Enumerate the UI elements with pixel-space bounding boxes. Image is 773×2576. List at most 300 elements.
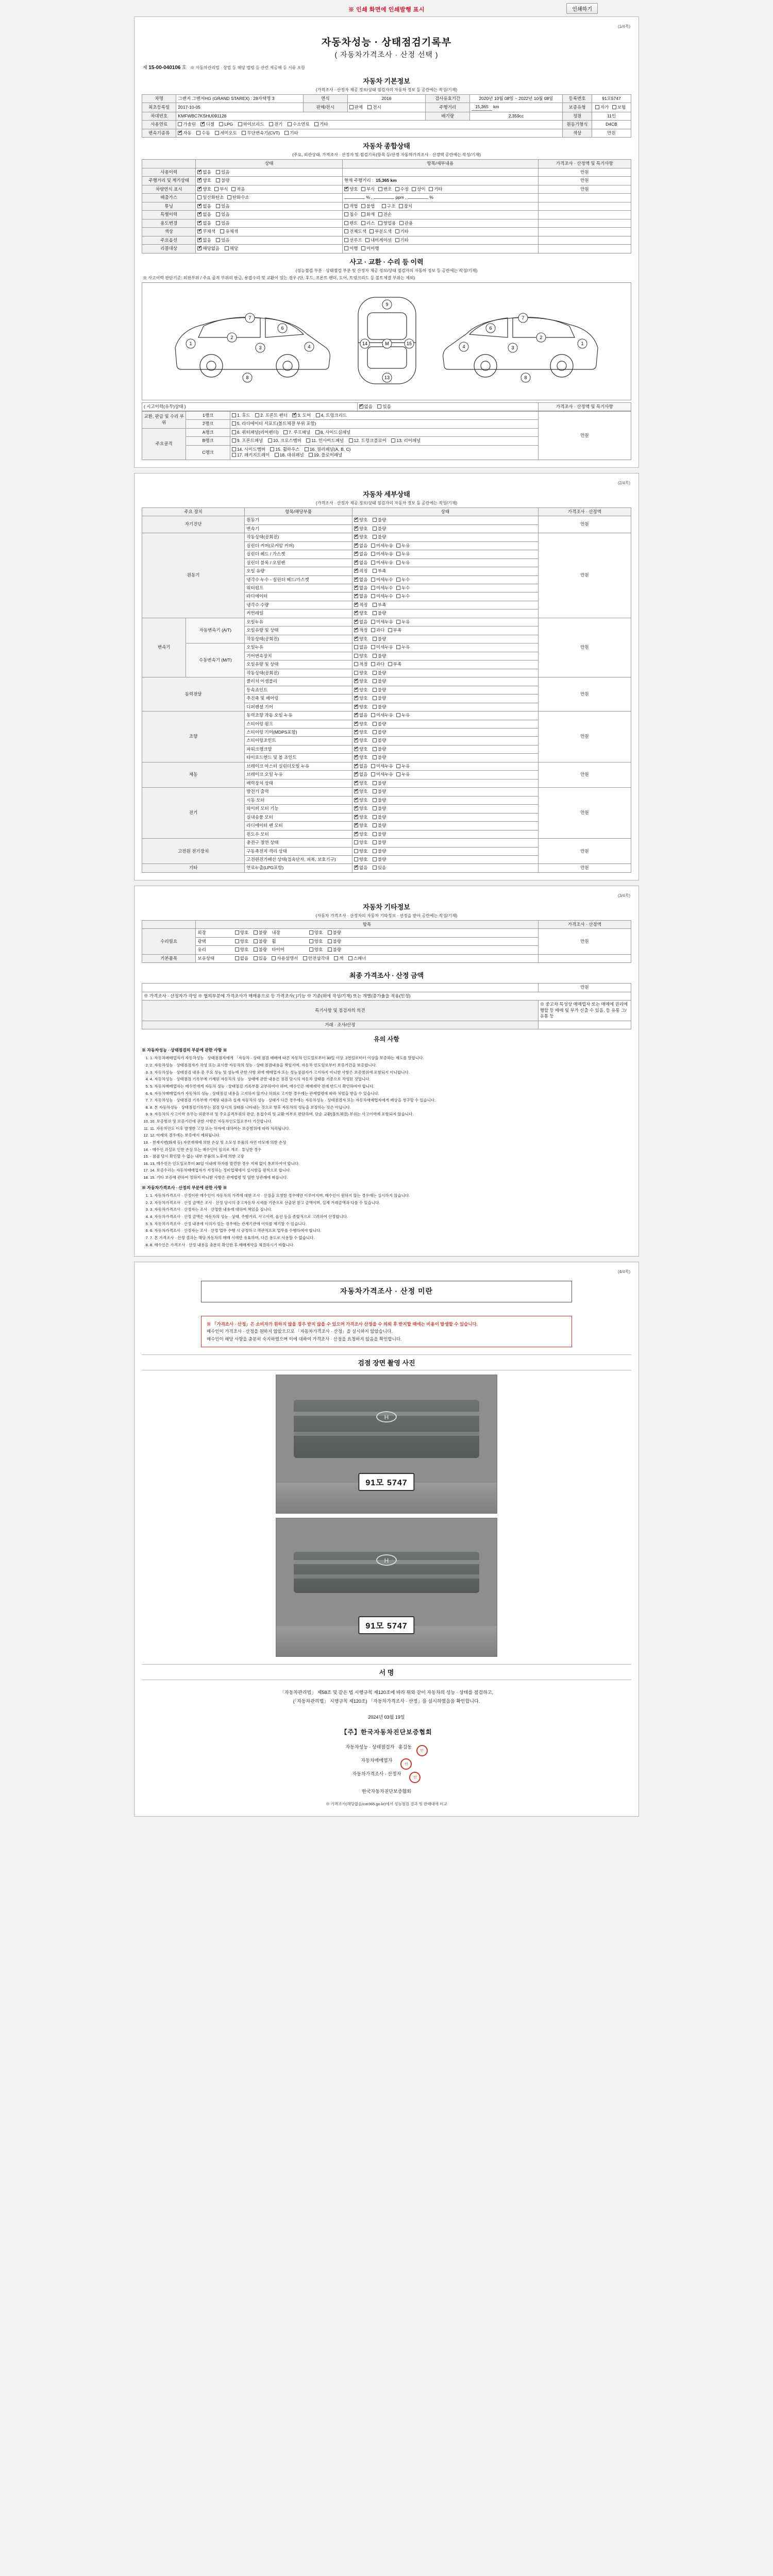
- checkbox-icon[interactable]: [354, 806, 358, 810]
- opt-e7-1[interactable]: 미세누수: [371, 594, 393, 599]
- opt-rec-0[interactable]: ✔ 해당없음: [197, 246, 220, 251]
- checkbox-icon[interactable]: [354, 789, 358, 793]
- opt-e8-1[interactable]: 부족: [373, 602, 386, 608]
- opt-dl3-0[interactable]: ✔ 양호: [354, 704, 367, 710]
- opt-el4-1[interactable]: 불량: [373, 823, 386, 828]
- opt-st0-0[interactable]: ✔ 없음: [354, 713, 367, 718]
- checkbox-icon[interactable]: [235, 930, 239, 935]
- opt-pa-1[interactable]: 7. 루프패널: [283, 430, 310, 435]
- opt-mil-1[interactable]: 불량: [216, 178, 229, 183]
- opt-gl-1[interactable]: 불량: [254, 947, 267, 953]
- checkbox-icon[interactable]: [354, 755, 358, 759]
- checkbox-icon[interactable]: [361, 246, 365, 250]
- checkbox-icon[interactable]: [371, 764, 375, 768]
- opt-e3-1[interactable]: 미세누유: [371, 560, 393, 566]
- opt-trans-2[interactable]: 세미오토: [215, 130, 237, 136]
- etc-basic-row[interactable]: 보유상태 없음 있음 사용설명서 안전삼각대 잭 스패너: [196, 954, 538, 962]
- opt-dl0-1[interactable]: 불량: [373, 679, 386, 684]
- checkbox-icon[interactable]: [305, 447, 309, 451]
- row-state-special[interactable]: [196, 211, 343, 219]
- opt-uc2-1[interactable]: 리스: [361, 221, 375, 226]
- opt-tun3-0[interactable]: 구조: [382, 204, 395, 209]
- opt-trans-3[interactable]: 무단변속기(CVT): [242, 130, 280, 136]
- checkbox-icon[interactable]: [396, 764, 400, 768]
- opt-vin-1[interactable]: 부식: [214, 187, 228, 192]
- checkbox-icon[interactable]: [354, 722, 358, 726]
- opt-st4-1[interactable]: 불량: [373, 747, 386, 752]
- rank-c-items[interactable]: [230, 445, 538, 460]
- checkbox-icon[interactable]: [396, 561, 400, 565]
- opt-warranty-1[interactable]: 자가: [595, 105, 609, 110]
- checkbox-icon[interactable]: [354, 738, 358, 742]
- opt-acc-0[interactable]: ✔ 없음: [359, 404, 373, 410]
- opt-po-1[interactable]: 불량: [254, 939, 267, 944]
- checkbox-icon[interactable]: [354, 569, 358, 573]
- checkbox-icon[interactable]: [354, 654, 358, 658]
- checkbox-icon[interactable]: [254, 947, 258, 952]
- opt-pb-2[interactable]: 11. 인사이드패널: [306, 438, 344, 444]
- checkbox-icon[interactable]: [395, 238, 399, 242]
- checkbox-icon[interactable]: [288, 122, 292, 126]
- row-detail-color[interactable]: [343, 228, 539, 236]
- opt-spe2-2[interactable]: 전손: [378, 212, 392, 217]
- checkbox-icon[interactable]: [232, 413, 236, 417]
- checkbox-icon[interactable]: [232, 421, 236, 426]
- checkbox-icon[interactable]: [361, 212, 365, 216]
- checkbox-icon[interactable]: [220, 229, 224, 233]
- opt-e3-2[interactable]: 누유: [396, 560, 410, 566]
- opt-e8-0[interactable]: ✔ 적정: [354, 602, 367, 608]
- state-engine-diag[interactable]: [352, 516, 539, 524]
- opt-pb-3[interactable]: 12. 트렁크플로어: [349, 438, 386, 444]
- opt-sd0-0[interactable]: ✔ 양호: [354, 517, 367, 523]
- opt-e5-0[interactable]: ✔ 없음: [354, 577, 367, 583]
- opt-el3-0[interactable]: ✔ 양호: [354, 815, 367, 820]
- opt-ex-1[interactable]: 불량: [254, 930, 267, 936]
- opt-e2-2[interactable]: 누유: [396, 551, 410, 557]
- opt-p1-3[interactable]: 4. 트렁크리드: [316, 413, 347, 418]
- state-mt-0[interactable]: [352, 643, 539, 652]
- checkbox-icon[interactable]: [275, 453, 279, 457]
- opt-el1-1[interactable]: 불량: [373, 798, 386, 803]
- state-eng-9[interactable]: [352, 609, 539, 618]
- opt-e6-0[interactable]: ✔ 없음: [354, 585, 367, 591]
- checkbox-icon[interactable]: [396, 772, 400, 776]
- opt-bs-0[interactable]: 없음: [235, 956, 248, 961]
- print-button[interactable]: 인쇄하기: [566, 3, 598, 14]
- opt-warranty-2[interactable]: 보험: [612, 105, 626, 110]
- checkbox-icon[interactable]: [612, 105, 616, 109]
- opt-br2-1[interactable]: 불량: [373, 781, 386, 786]
- opt-st2-1[interactable]: 불량: [373, 730, 386, 735]
- opt-br1-1[interactable]: 미세누유: [371, 772, 393, 777]
- rank-1-items[interactable]: [230, 411, 538, 419]
- checkbox-icon[interactable]: [373, 798, 377, 802]
- opt-fuel-2[interactable]: LPG: [219, 122, 233, 127]
- checkbox-icon[interactable]: [373, 730, 377, 734]
- opt-br0-2[interactable]: 누유: [396, 764, 410, 769]
- opt-opt-1[interactable]: 있음: [216, 238, 229, 243]
- checkbox-icon[interactable]: [354, 823, 358, 827]
- opt-br0-0[interactable]: ✔ 없음: [354, 764, 367, 769]
- checkbox-icon[interactable]: [378, 212, 382, 216]
- opt-vin2-2[interactable]: 변조: [378, 187, 392, 192]
- checkbox-icon[interactable]: [373, 738, 377, 742]
- checkbox-icon[interactable]: [399, 221, 404, 225]
- checkbox-icon[interactable]: [371, 594, 375, 598]
- checkbox-icon[interactable]: [371, 552, 375, 556]
- opt-sd1-1[interactable]: 불량: [373, 526, 386, 532]
- opt-vin2-4[interactable]: 상이: [412, 187, 425, 192]
- checkbox-icon[interactable]: [396, 552, 400, 556]
- checkbox-icon[interactable]: [309, 930, 313, 935]
- opt-opt-0[interactable]: ✔ 없음: [197, 238, 211, 243]
- checkbox-icon[interactable]: [272, 956, 276, 960]
- state-dl-3[interactable]: [352, 703, 539, 711]
- checkbox-icon[interactable]: [232, 453, 236, 457]
- opt-pc-1[interactable]: 15. 휠하우스: [270, 447, 299, 452]
- opt-el5-1[interactable]: 불량: [373, 832, 386, 837]
- opt-st3-1[interactable]: 불량: [373, 738, 386, 743]
- checkbox-icon[interactable]: [371, 772, 375, 776]
- opt-bs-5[interactable]: 스패너: [348, 956, 366, 961]
- opt-el4-0[interactable]: ✔ 양호: [354, 823, 367, 828]
- state-st-5[interactable]: [352, 754, 539, 762]
- opt-ti-1[interactable]: 불량: [328, 947, 341, 953]
- checkbox-icon[interactable]: [396, 645, 400, 649]
- state-trans-diag[interactable]: [352, 524, 539, 533]
- opt-e2-1[interactable]: 미세누유: [371, 551, 393, 557]
- opt-pc-3[interactable]: 17. 패키지트레이: [232, 452, 270, 458]
- opt-pb-0[interactable]: 9. 프론트패널: [232, 438, 263, 444]
- state-at-0[interactable]: [352, 618, 539, 626]
- checkbox-icon[interactable]: [371, 620, 375, 624]
- opt-etc0-1[interactable]: 있음: [373, 865, 386, 871]
- checkbox-icon[interactable]: [354, 849, 358, 853]
- checkbox-icon[interactable]: [396, 544, 400, 548]
- checkbox-icon[interactable]: [254, 956, 258, 960]
- state-br-2[interactable]: [352, 779, 539, 787]
- checkbox-icon[interactable]: [361, 187, 365, 191]
- checkbox-icon[interactable]: [373, 705, 377, 709]
- checkbox-icon[interactable]: [373, 696, 377, 700]
- checkbox-icon[interactable]: [344, 238, 348, 242]
- checkbox-icon[interactable]: [314, 122, 318, 126]
- opt-dl2-1[interactable]: 불량: [373, 696, 386, 701]
- checkbox-icon[interactable]: [373, 688, 377, 692]
- checkbox-icon[interactable]: [344, 212, 348, 216]
- opt-emi-1[interactable]: 탄화수소: [227, 195, 249, 200]
- opt-po-0[interactable]: 양호: [235, 939, 248, 944]
- opt-pb-1[interactable]: 10. 크로스멤버: [268, 438, 301, 444]
- checkbox-icon[interactable]: [396, 713, 400, 717]
- checkbox-icon[interactable]: [378, 187, 382, 191]
- opt-mt2-1[interactable]: 과다: [371, 662, 384, 667]
- checkbox-icon[interactable]: [328, 939, 332, 943]
- checkbox-icon[interactable]: [197, 178, 201, 182]
- row-detail-special[interactable]: [343, 211, 539, 219]
- checkbox-icon[interactable]: [255, 413, 259, 417]
- checkbox-icon[interactable]: [354, 561, 358, 565]
- transmission-options[interactable]: [176, 129, 563, 137]
- opt-el1-0[interactable]: ✔ 양호: [354, 798, 367, 803]
- opt-p1-0[interactable]: 1. 후드: [232, 413, 250, 418]
- checkbox-icon[interactable]: [344, 204, 348, 208]
- opt-bs-1[interactable]: 있음: [254, 956, 267, 961]
- checkbox-icon[interactable]: [365, 238, 369, 242]
- opt-e0-1[interactable]: 불량: [373, 534, 386, 540]
- opt-el2-1[interactable]: 불량: [373, 806, 386, 811]
- checkbox-icon[interactable]: [344, 221, 348, 225]
- opt-mt3-1[interactable]: 불량: [373, 670, 386, 676]
- checkbox-icon[interactable]: [382, 204, 386, 208]
- opt-vin-0[interactable]: ✔ 양호: [197, 187, 211, 192]
- checkbox-icon[interactable]: [354, 671, 358, 675]
- opt-sd1-0[interactable]: ✔ 양호: [354, 526, 367, 532]
- row-detail-usechange[interactable]: [343, 219, 539, 227]
- opt-e1-1[interactable]: 미세누유: [371, 543, 393, 549]
- state-mt-2[interactable]: [352, 660, 539, 669]
- checkbox-icon[interactable]: [373, 849, 377, 853]
- checkbox-icon[interactable]: [309, 939, 313, 943]
- checkbox-icon[interactable]: [371, 561, 375, 565]
- checkbox-icon[interactable]: [396, 586, 400, 590]
- state-br-1[interactable]: [352, 771, 539, 779]
- checkbox-icon[interactable]: [354, 527, 358, 531]
- opt-bs-4[interactable]: 잭: [334, 956, 343, 961]
- opt-tun-0[interactable]: ✔ 없음: [197, 204, 211, 209]
- state-mt-1[interactable]: [352, 652, 539, 660]
- checkbox-icon[interactable]: [395, 187, 399, 191]
- checkbox-icon[interactable]: [178, 122, 182, 126]
- opt-opt2-0[interactable]: 선루프: [344, 238, 362, 243]
- checkbox-icon[interactable]: [268, 438, 272, 443]
- checkbox-icon[interactable]: [373, 755, 377, 759]
- opt-col2-1[interactable]: 부분도색: [369, 229, 392, 234]
- opt-e4-0[interactable]: ✔ 적정: [354, 568, 367, 574]
- opt-wh-0[interactable]: 양호: [309, 939, 323, 944]
- opt-tun2-0[interactable]: 적법: [344, 204, 358, 209]
- opt-fuel-4[interactable]: 전기: [269, 122, 282, 127]
- opt-pa-2[interactable]: 8. 사이드실패널: [315, 430, 351, 435]
- opt-acc-1[interactable]: 있음: [377, 404, 391, 410]
- opt-dl1-0[interactable]: ✔ 양호: [354, 687, 367, 693]
- opt-mt1-0[interactable]: 양호: [354, 653, 367, 659]
- row-state-vinmark[interactable]: [196, 185, 343, 193]
- opt-trans-1[interactable]: 수동: [196, 130, 210, 136]
- checkbox-icon[interactable]: [373, 671, 377, 675]
- checkbox-icon[interactable]: [232, 447, 236, 451]
- checkbox-icon[interactable]: [344, 187, 348, 191]
- row-state-emission[interactable]: [196, 194, 343, 202]
- opt-col-0[interactable]: ✔ 무채색: [197, 229, 215, 234]
- opt-spe2-1[interactable]: 화재: [361, 212, 375, 217]
- opt-p1-1[interactable]: 2. 프론트 펜더: [255, 413, 288, 418]
- checkbox-icon[interactable]: [349, 438, 353, 443]
- checkbox-icon[interactable]: [232, 430, 236, 434]
- checkbox-icon[interactable]: [354, 832, 358, 836]
- state-mt-3[interactable]: [352, 669, 539, 677]
- checkbox-icon[interactable]: [354, 840, 358, 844]
- checkbox-icon[interactable]: [270, 447, 274, 451]
- checkbox-icon[interactable]: [214, 187, 219, 191]
- checkbox-icon[interactable]: [231, 187, 236, 191]
- checkbox-icon[interactable]: [373, 518, 377, 522]
- opt-rec-1[interactable]: 해당: [225, 246, 238, 251]
- opt-sd0-1[interactable]: 불량: [373, 517, 386, 523]
- state-eng-6[interactable]: [352, 584, 539, 592]
- checkbox-icon[interactable]: [216, 204, 220, 208]
- checkbox-icon[interactable]: [373, 611, 377, 615]
- row-detail-option[interactable]: [343, 236, 539, 244]
- opt-hv2-1[interactable]: 불량: [373, 857, 386, 862]
- checkbox-icon[interactable]: [354, 586, 358, 590]
- state-st-0[interactable]: [352, 711, 539, 720]
- checkbox-icon[interactable]: [373, 603, 377, 607]
- opt-pa-0[interactable]: 6. 쿼터패널(리어펜더): [232, 430, 279, 435]
- opt-br2-0[interactable]: ✔ 양호: [354, 781, 367, 786]
- checkbox-icon[interactable]: [429, 187, 433, 191]
- opt-bs-2[interactable]: 사용설명서: [272, 956, 298, 961]
- opt-e4-1[interactable]: 부족: [373, 568, 386, 574]
- checkbox-icon[interactable]: [373, 747, 377, 751]
- opt-at0-0[interactable]: ✔ 없음: [354, 619, 367, 625]
- checkbox-icon[interactable]: [284, 131, 289, 135]
- checkbox-icon[interactable]: [309, 947, 313, 952]
- checkbox-icon[interactable]: [200, 122, 205, 126]
- opt-col2-0[interactable]: 전체도색: [344, 229, 366, 234]
- state-eng-3[interactable]: [352, 558, 539, 567]
- opt-tun2-1[interactable]: 불법: [361, 204, 375, 209]
- state-el-1[interactable]: [352, 796, 539, 804]
- checkbox-icon[interactable]: [219, 122, 223, 126]
- checkbox-icon[interactable]: [197, 246, 201, 250]
- opt-ti-0[interactable]: 양호: [309, 947, 323, 953]
- opt-e5-1[interactable]: 미세누수: [371, 577, 393, 583]
- opt-br1-0[interactable]: ✔ 없음: [354, 772, 367, 777]
- checkbox-icon[interactable]: [412, 187, 416, 191]
- row-state-use[interactable]: [196, 168, 343, 176]
- checkbox-icon[interactable]: [238, 122, 242, 126]
- checkbox-icon[interactable]: [373, 527, 377, 531]
- checkbox-icon[interactable]: [354, 713, 358, 717]
- checkbox-icon[interactable]: [354, 518, 358, 522]
- row-detail-tuning[interactable]: [343, 202, 539, 210]
- row-state-tuning[interactable]: [196, 202, 343, 210]
- row-detail-vinmark[interactable]: [343, 185, 539, 193]
- state-dl-0[interactable]: [352, 677, 539, 686]
- state-el-0[interactable]: [352, 788, 539, 796]
- opt-br1-2[interactable]: 누유: [396, 772, 410, 777]
- rank-a-items[interactable]: [230, 428, 538, 436]
- checkbox-icon[interactable]: [373, 840, 377, 844]
- opt-e2-0[interactable]: ✔ 없음: [354, 551, 367, 557]
- checkbox-icon[interactable]: [225, 246, 229, 250]
- checkbox-icon[interactable]: [242, 131, 246, 135]
- opt-el0-1[interactable]: 불량: [373, 789, 386, 794]
- state-eng-8[interactable]: [352, 601, 539, 609]
- opt-e0-0[interactable]: ✔ 양호: [354, 534, 367, 540]
- opt-st2-0[interactable]: ✔ 양호: [354, 730, 367, 735]
- opt-in-0[interactable]: 양호: [309, 930, 323, 936]
- checkbox-icon[interactable]: [373, 722, 377, 726]
- state-hv-0[interactable]: [352, 839, 539, 847]
- checkbox-icon[interactable]: [367, 105, 372, 109]
- row-state-mileage[interactable]: [196, 177, 343, 185]
- checkbox-icon[interactable]: [354, 535, 358, 539]
- checkbox-icon[interactable]: [373, 857, 377, 861]
- checkbox-icon[interactable]: [391, 438, 395, 443]
- checkbox-icon[interactable]: [369, 229, 374, 233]
- checkbox-icon[interactable]: [354, 552, 358, 556]
- checkbox-icon[interactable]: [354, 628, 358, 632]
- checkbox-icon[interactable]: [232, 438, 236, 443]
- opt-st1-1[interactable]: 불량: [373, 721, 386, 727]
- checkbox-icon[interactable]: [197, 221, 201, 225]
- opt-mt2-2[interactable]: 부족: [388, 662, 401, 667]
- checkbox-icon[interactable]: [334, 956, 338, 960]
- checkbox-icon[interactable]: [354, 594, 358, 598]
- opt-at0-1[interactable]: 미세누유: [371, 619, 393, 625]
- checkbox-icon[interactable]: [371, 578, 375, 582]
- opt-dl3-1[interactable]: 불량: [373, 704, 386, 710]
- checkbox-icon[interactable]: [197, 170, 201, 174]
- checkbox-icon[interactable]: [216, 178, 220, 182]
- checkbox-icon[interactable]: [388, 628, 392, 632]
- opt-vin-2[interactable]: 적음: [231, 187, 245, 192]
- checkbox-icon[interactable]: [354, 611, 358, 615]
- checkbox-icon[interactable]: [309, 453, 313, 457]
- checkbox-icon[interactable]: [361, 221, 365, 225]
- warranty-options[interactable]: [592, 103, 631, 112]
- opt-mil-0[interactable]: ✔ 양호: [197, 178, 211, 183]
- checkbox-icon[interactable]: [354, 857, 358, 861]
- checkbox-icon[interactable]: [349, 105, 354, 109]
- opt-col-1[interactable]: 유채색: [220, 229, 238, 234]
- opt-fuel-5[interactable]: 수소연료: [288, 122, 310, 127]
- checkbox-icon[interactable]: [354, 747, 358, 751]
- state-eng-4[interactable]: [352, 567, 539, 575]
- rank-b-items[interactable]: [230, 437, 538, 445]
- accident-status-options[interactable]: [357, 402, 538, 411]
- checkbox-icon[interactable]: [344, 246, 348, 250]
- row-state-option[interactable]: [196, 236, 343, 244]
- opt-bs-3[interactable]: 안전삼각대: [303, 956, 329, 961]
- opt-vin2-0[interactable]: ✔ 양호: [344, 187, 358, 192]
- opt-e6-2[interactable]: 누수: [396, 585, 410, 591]
- checkbox-icon[interactable]: [354, 645, 358, 649]
- checkbox-icon[interactable]: [399, 204, 403, 208]
- opt-uc-1[interactable]: 있음: [216, 221, 229, 226]
- opt-uc2-2[interactable]: 영업용: [378, 221, 396, 226]
- opt-at1-1[interactable]: 과다: [371, 628, 384, 633]
- checkbox-icon[interactable]: [359, 404, 363, 409]
- state-dl-2[interactable]: [352, 694, 539, 703]
- checkbox-icon[interactable]: [354, 679, 358, 683]
- state-hv-1[interactable]: [352, 847, 539, 855]
- opt-gl-0[interactable]: 양호: [235, 947, 248, 953]
- opt-vin2-1[interactable]: 부식: [361, 187, 375, 192]
- checkbox-icon[interactable]: [373, 781, 377, 785]
- opt-mt0-2[interactable]: 누유: [396, 645, 410, 650]
- checkbox-icon[interactable]: [354, 696, 358, 700]
- opt-opt2-1[interactable]: 내비게이션: [365, 238, 392, 243]
- state-hv-2[interactable]: [352, 856, 539, 864]
- opt-st5-1[interactable]: 불량: [373, 755, 386, 760]
- opt-vin2-3[interactable]: 수정: [395, 187, 409, 192]
- checkbox-icon[interactable]: [328, 930, 332, 935]
- opt-etc0-0[interactable]: ✔ 없음: [354, 865, 367, 871]
